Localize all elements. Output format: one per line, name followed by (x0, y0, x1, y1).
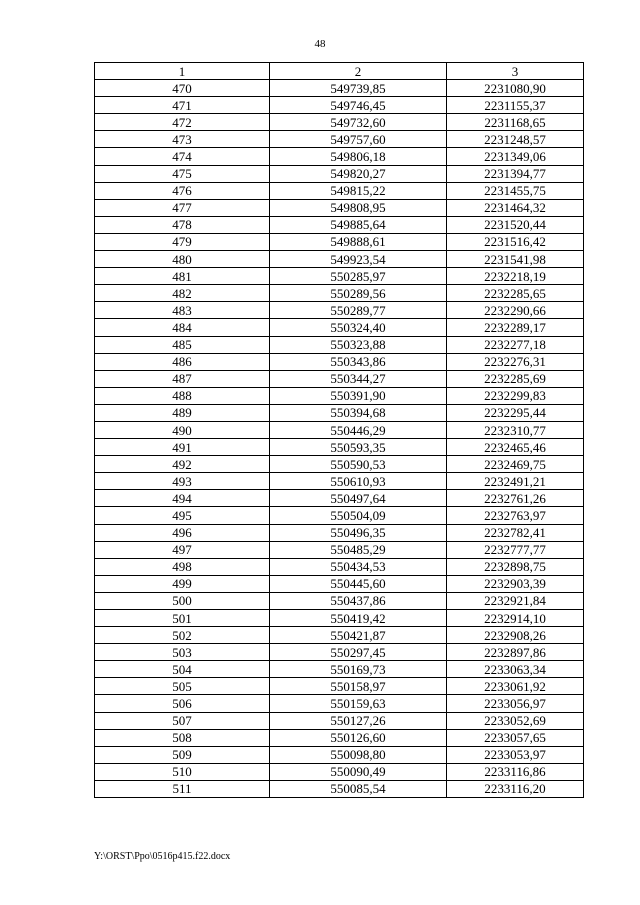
x-coordinate-cell: 550394,68 (270, 404, 447, 421)
point-number-cell: 481 (95, 268, 270, 285)
table-row (95, 165, 584, 182)
y-coordinate-cell: 2233116,86 (447, 763, 584, 780)
table-row (95, 610, 584, 627)
column-header: 1 (95, 63, 270, 80)
x-coordinate-cell: 549820,27 (270, 165, 447, 182)
point-number-cell: 496 (95, 524, 270, 541)
x-coordinate-cell: 550289,56 (270, 285, 447, 302)
point-number-cell: 479 (95, 233, 270, 250)
table-row (95, 268, 584, 285)
x-coordinate-cell: 550085,54 (270, 780, 447, 797)
x-coordinate-cell: 549806,18 (270, 148, 447, 165)
table-row (95, 370, 584, 387)
table-row (95, 592, 584, 609)
point-number-cell: 498 (95, 558, 270, 575)
y-coordinate-cell: 2232897,86 (447, 644, 584, 661)
table-row (95, 80, 584, 97)
coordinates-table (94, 62, 584, 798)
x-coordinate-cell: 549815,22 (270, 182, 447, 199)
point-number-cell: 499 (95, 575, 270, 592)
column-header: 3 (447, 63, 584, 80)
table-row (95, 285, 584, 302)
point-number-cell: 508 (95, 729, 270, 746)
point-number-cell: 470 (95, 80, 270, 97)
point-number-cell: 484 (95, 319, 270, 336)
table-row (95, 148, 584, 165)
x-coordinate-cell: 550344,27 (270, 370, 447, 387)
table-row (95, 507, 584, 524)
point-number-cell: 504 (95, 661, 270, 678)
y-coordinate-cell: 2231349,06 (447, 148, 584, 165)
file-path-footer: Y:\ORST\Ppo\0516p415.f22.docx (94, 851, 231, 862)
table-row (95, 746, 584, 763)
table-row (95, 541, 584, 558)
y-coordinate-cell: 2232277,18 (447, 336, 584, 353)
y-coordinate-cell: 2233056,97 (447, 695, 584, 712)
y-coordinate-cell: 2233063,34 (447, 661, 584, 678)
table-row (95, 627, 584, 644)
x-coordinate-cell: 550169,73 (270, 661, 447, 678)
x-coordinate-cell: 550590,53 (270, 456, 447, 473)
table-row (95, 336, 584, 353)
x-coordinate-cell: 549739,85 (270, 80, 447, 97)
table-row (95, 97, 584, 114)
table-body (95, 80, 584, 798)
point-number-cell: 493 (95, 473, 270, 490)
y-coordinate-cell: 2232914,10 (447, 610, 584, 627)
y-coordinate-cell: 2233053,97 (447, 746, 584, 763)
point-number-cell: 506 (95, 695, 270, 712)
y-coordinate-cell: 2231155,37 (447, 97, 584, 114)
y-coordinate-cell: 2232290,66 (447, 302, 584, 319)
table-row (95, 319, 584, 336)
point-number-cell: 492 (95, 456, 270, 473)
point-number-cell: 473 (95, 131, 270, 148)
table-row (95, 199, 584, 216)
point-number-cell: 487 (95, 370, 270, 387)
page-number: 48 (314, 38, 326, 50)
x-coordinate-cell: 550497,64 (270, 490, 447, 507)
point-number-cell: 488 (95, 387, 270, 404)
x-coordinate-cell: 550446,29 (270, 421, 447, 438)
table-row (95, 233, 584, 250)
y-coordinate-cell: 2232782,41 (447, 524, 584, 541)
y-coordinate-cell: 2232908,26 (447, 627, 584, 644)
y-coordinate-cell: 2233057,65 (447, 729, 584, 746)
x-coordinate-cell: 550289,77 (270, 302, 447, 319)
x-coordinate-cell: 549888,61 (270, 233, 447, 250)
x-coordinate-cell: 549885,64 (270, 216, 447, 233)
point-number-cell: 489 (95, 404, 270, 421)
x-coordinate-cell: 550485,29 (270, 541, 447, 558)
x-coordinate-cell: 550610,93 (270, 473, 447, 490)
x-coordinate-cell: 550496,35 (270, 524, 447, 541)
y-coordinate-cell: 2231248,57 (447, 131, 584, 148)
y-coordinate-cell: 2231080,90 (447, 80, 584, 97)
y-coordinate-cell: 2231455,75 (447, 182, 584, 199)
x-coordinate-cell: 550437,86 (270, 592, 447, 609)
point-number-cell: 495 (95, 507, 270, 524)
x-coordinate-cell: 550126,60 (270, 729, 447, 746)
x-coordinate-cell: 549808,95 (270, 199, 447, 216)
table-row (95, 661, 584, 678)
x-coordinate-cell: 550158,97 (270, 678, 447, 695)
table-row (95, 695, 584, 712)
x-coordinate-cell: 550421,87 (270, 627, 447, 644)
x-coordinate-cell: 550343,86 (270, 353, 447, 370)
x-coordinate-cell: 550098,80 (270, 746, 447, 763)
x-coordinate-cell: 549746,45 (270, 97, 447, 114)
point-number-cell: 471 (95, 97, 270, 114)
point-number-cell: 476 (95, 182, 270, 199)
table-row (95, 439, 584, 456)
x-coordinate-cell: 550127,26 (270, 712, 447, 729)
table-row (95, 302, 584, 319)
table-row (95, 387, 584, 404)
point-number-cell: 501 (95, 610, 270, 627)
x-coordinate-cell: 549757,60 (270, 131, 447, 148)
table-header-row (95, 63, 584, 80)
y-coordinate-cell: 2232299,83 (447, 387, 584, 404)
point-number-cell: 483 (95, 302, 270, 319)
y-coordinate-cell: 2231464,32 (447, 199, 584, 216)
y-coordinate-cell: 2233052,69 (447, 712, 584, 729)
x-coordinate-cell: 550323,88 (270, 336, 447, 353)
table-row (95, 353, 584, 370)
table-row (95, 490, 584, 507)
table-row (95, 182, 584, 199)
point-number-cell: 500 (95, 592, 270, 609)
table-row (95, 524, 584, 541)
x-coordinate-cell: 549923,54 (270, 251, 447, 268)
point-number-cell: 509 (95, 746, 270, 763)
table-row (95, 114, 584, 131)
y-coordinate-cell: 2232777,77 (447, 541, 584, 558)
y-coordinate-cell: 2231541,98 (447, 251, 584, 268)
x-coordinate-cell: 550297,45 (270, 644, 447, 661)
point-number-cell: 486 (95, 353, 270, 370)
table-row (95, 780, 584, 797)
y-coordinate-cell: 2233116,20 (447, 780, 584, 797)
table-row (95, 456, 584, 473)
y-coordinate-cell: 2232898,75 (447, 558, 584, 575)
column-header: 2 (270, 63, 447, 80)
y-coordinate-cell: 2233061,92 (447, 678, 584, 695)
x-coordinate-cell: 550445,60 (270, 575, 447, 592)
point-number-cell: 477 (95, 199, 270, 216)
table-row (95, 131, 584, 148)
table-row (95, 251, 584, 268)
table-row (95, 558, 584, 575)
y-coordinate-cell: 2232903,39 (447, 575, 584, 592)
point-number-cell: 482 (95, 285, 270, 302)
x-coordinate-cell: 550090,49 (270, 763, 447, 780)
table-row (95, 678, 584, 695)
y-coordinate-cell: 2232276,31 (447, 353, 584, 370)
point-number-cell: 474 (95, 148, 270, 165)
x-coordinate-cell: 550391,90 (270, 387, 447, 404)
y-coordinate-cell: 2232218,19 (447, 268, 584, 285)
point-number-cell: 503 (95, 644, 270, 661)
table-row (95, 575, 584, 592)
y-coordinate-cell: 2231520,44 (447, 216, 584, 233)
table-row (95, 729, 584, 746)
y-coordinate-cell: 2232761,26 (447, 490, 584, 507)
point-number-cell: 505 (95, 678, 270, 695)
y-coordinate-cell: 2232285,65 (447, 285, 584, 302)
y-coordinate-cell: 2231394,77 (447, 165, 584, 182)
table-row (95, 644, 584, 661)
y-coordinate-cell: 2232295,44 (447, 404, 584, 421)
table-row (95, 473, 584, 490)
y-coordinate-cell: 2232465,46 (447, 439, 584, 456)
point-number-cell: 507 (95, 712, 270, 729)
y-coordinate-cell: 2231168,65 (447, 114, 584, 131)
table-row (95, 712, 584, 729)
point-number-cell: 511 (95, 780, 270, 797)
table-row (95, 763, 584, 780)
y-coordinate-cell: 2232469,75 (447, 456, 584, 473)
point-number-cell: 472 (95, 114, 270, 131)
x-coordinate-cell: 549732,60 (270, 114, 447, 131)
table-row (95, 404, 584, 421)
point-number-cell: 510 (95, 763, 270, 780)
y-coordinate-cell: 2231516,42 (447, 233, 584, 250)
point-number-cell: 485 (95, 336, 270, 353)
table-row (95, 421, 584, 438)
y-coordinate-cell: 2232763,97 (447, 507, 584, 524)
point-number-cell: 502 (95, 627, 270, 644)
x-coordinate-cell: 550285,97 (270, 268, 447, 285)
table-row (95, 216, 584, 233)
point-number-cell: 478 (95, 216, 270, 233)
x-coordinate-cell: 550593,35 (270, 439, 447, 456)
x-coordinate-cell: 550419,42 (270, 610, 447, 627)
point-number-cell: 490 (95, 421, 270, 438)
y-coordinate-cell: 2232921,84 (447, 592, 584, 609)
y-coordinate-cell: 2232289,17 (447, 319, 584, 336)
point-number-cell: 494 (95, 490, 270, 507)
y-coordinate-cell: 2232310,77 (447, 421, 584, 438)
point-number-cell: 497 (95, 541, 270, 558)
y-coordinate-cell: 2232285,69 (447, 370, 584, 387)
point-number-cell: 480 (95, 251, 270, 268)
x-coordinate-cell: 550324,40 (270, 319, 447, 336)
x-coordinate-cell: 550434,53 (270, 558, 447, 575)
x-coordinate-cell: 550159,63 (270, 695, 447, 712)
point-number-cell: 475 (95, 165, 270, 182)
point-number-cell: 491 (95, 439, 270, 456)
x-coordinate-cell: 550504,09 (270, 507, 447, 524)
y-coordinate-cell: 2232491,21 (447, 473, 584, 490)
